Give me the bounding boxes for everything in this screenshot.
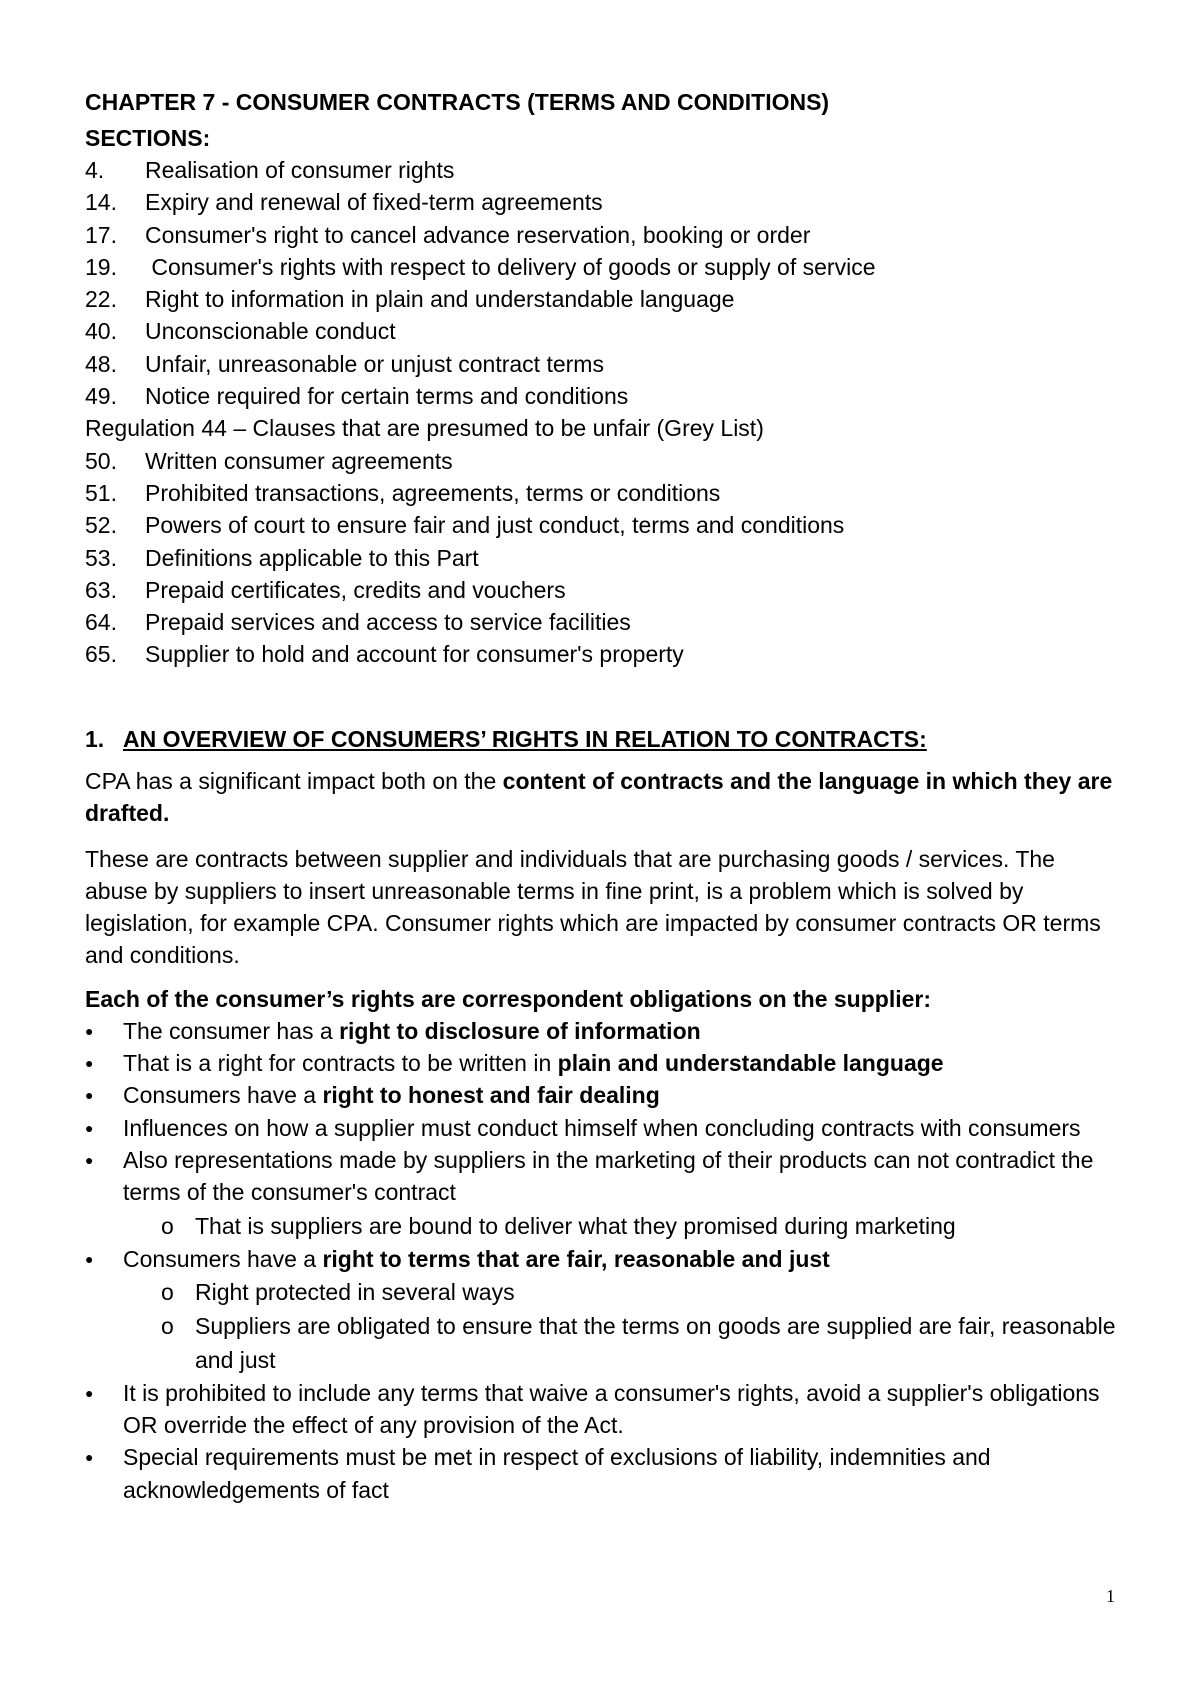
section-number: 53. [85, 544, 117, 571]
obligations-heading: Each of the consumer’s rights are correspondent obligations on the supplier: [85, 985, 932, 1012]
list-item [85, 1015, 1120, 1047]
list-item [85, 1441, 1120, 1506]
section-number: 22. [85, 286, 117, 313]
section-label: Unfair, unreasonable or unjust contract terms [145, 350, 604, 377]
section-label: Definitions applicable to this Part [145, 544, 479, 571]
section-row [85, 283, 1120, 315]
item-text: Consumers have a [123, 1245, 323, 1272]
sub-list [123, 1209, 1120, 1243]
section-row [85, 574, 1120, 606]
section-label: Written consumer agreements [145, 447, 453, 474]
sections-list [85, 154, 1120, 671]
item-bold-text: right to honest and fair dealing [322, 1082, 660, 1109]
item-bold-text: plain and understandable language [557, 1050, 944, 1077]
section-label: Notice required for certain terms and conditions [145, 383, 629, 410]
section-number: 49. [85, 383, 117, 410]
list-item [85, 1144, 1120, 1243]
section-label: Prepaid certificates, credits and vouchers [145, 576, 566, 603]
section-1-title: AN OVERVIEW OF CONSUMERS’ RIGHTS IN RELATION TO CONTRACTS: [123, 725, 927, 752]
section-number: 51. [85, 479, 117, 506]
sub-list-item: o Right protected in several ways [123, 1275, 1120, 1309]
section-row [85, 542, 1120, 574]
section-row [85, 477, 1120, 509]
section-label: Expiry and renewal of fixed-term agreements [145, 189, 603, 216]
section-number: 17. [85, 221, 117, 248]
section-number: 65. [85, 641, 117, 668]
section-1-number: 1. [85, 725, 105, 752]
contracts-paragraph: These are contracts between supplier and individuals that are purchasing goods / services. The abuse by suppliers to insert unreasonable terms in fine print, is a problem which is solved by legislation, for example CPA. Consumer rights which are impacted by consumer contracts OR terms and conditions. [85, 845, 1101, 968]
section-label: Prohibited transactions, agreements, terms or conditions [145, 479, 721, 506]
section-row [85, 380, 1120, 412]
sub-list-item: o That is suppliers are bound to deliver what they promised during marketing [123, 1209, 1120, 1243]
item-text: Consumers have a [123, 1082, 323, 1109]
section-row [85, 509, 1120, 541]
item-text: Also representations made by suppliers in the marketing of their products can not contradict the terms of the consumer's contract [123, 1146, 1094, 1206]
page-number: 1 [1106, 1586, 1115, 1606]
section-label: Realisation of consumer rights [145, 157, 455, 183]
section-row [85, 638, 1120, 670]
list-item [85, 1112, 1120, 1144]
section-row [85, 251, 1120, 283]
sub-list [123, 1275, 1120, 1377]
section-row [85, 445, 1120, 477]
section-row [85, 219, 1120, 251]
document-page [85, 82, 1120, 1506]
section-label: Powers of court to ensure fair and just conduct, terms and conditions [145, 512, 845, 539]
item-text: Influences on how a supplier must conduct himself when concluding contracts with consumers [123, 1114, 1081, 1141]
section-number: 40. [85, 318, 117, 345]
section-number: 50. [85, 447, 117, 474]
section-label: Consumer's right to cancel advance reservation, booking or order [145, 221, 811, 248]
section-number: 64. [85, 609, 117, 636]
section-row [85, 315, 1120, 347]
section-number: 14. [85, 189, 117, 216]
item-bold-text: right to disclosure of information [339, 1017, 701, 1044]
item-text: Special requirements must be met in respect of exclusions of liability, indemnities and acknowledgements of fact [123, 1444, 991, 1503]
intro-bold-text: content of contracts and the language in which they are drafted. [85, 767, 1113, 826]
list-item [85, 1243, 1120, 1377]
section-label: Regulation 44 – Clauses that are presumed to be unfair (Grey List) [85, 415, 764, 442]
section-number: 4. [85, 157, 105, 183]
item-text: That is a right for contracts to be written in [123, 1050, 558, 1077]
list-item [85, 1377, 1120, 1442]
intro-paragraph [85, 765, 1120, 829]
rights-list [85, 1015, 1120, 1506]
regulation-row [85, 412, 1120, 444]
section-label: Supplier to hold and account for consumer's property [145, 641, 684, 668]
list-item [85, 1079, 1120, 1111]
section-number: 52. [85, 512, 117, 539]
section-number: 19. [85, 253, 117, 280]
section-number: 48. [85, 350, 117, 377]
section-row [85, 348, 1120, 380]
item-text: It is prohibited to include any terms that waive a consumer's rights, avoid a supplier's obligations OR override the effect of any provision of the Act. [123, 1379, 1100, 1439]
section-label: Right to information in plain and understandable language [145, 286, 735, 313]
section-label: Unconscionable conduct [145, 318, 396, 345]
chapter-title: CHAPTER 7 - CONSUMER CONTRACTS (TERMS AND CONDITIONS) [85, 89, 830, 115]
intro-text: CPA has a significant impact both on the [85, 767, 503, 794]
item-text: The consumer has a [123, 1017, 340, 1044]
section-number: 63. [85, 576, 117, 603]
section-label: Prepaid services and access to service facilities [145, 609, 631, 636]
section-1-heading [85, 719, 1120, 759]
section-row [85, 154, 1120, 186]
sections-label: SECTIONS: [85, 125, 211, 151]
sub-list-item: o Suppliers are obligated to ensure that the terms on goods are supplied are fair, reasonable and just [123, 1309, 1120, 1377]
list-item [85, 1047, 1120, 1079]
section-row [85, 186, 1120, 218]
item-bold-text: right to terms that are fair, reasonable and just [322, 1245, 830, 1272]
section-label: Consumer's rights with respect to delivery of goods or supply of service [145, 253, 876, 280]
section-row [85, 606, 1120, 638]
